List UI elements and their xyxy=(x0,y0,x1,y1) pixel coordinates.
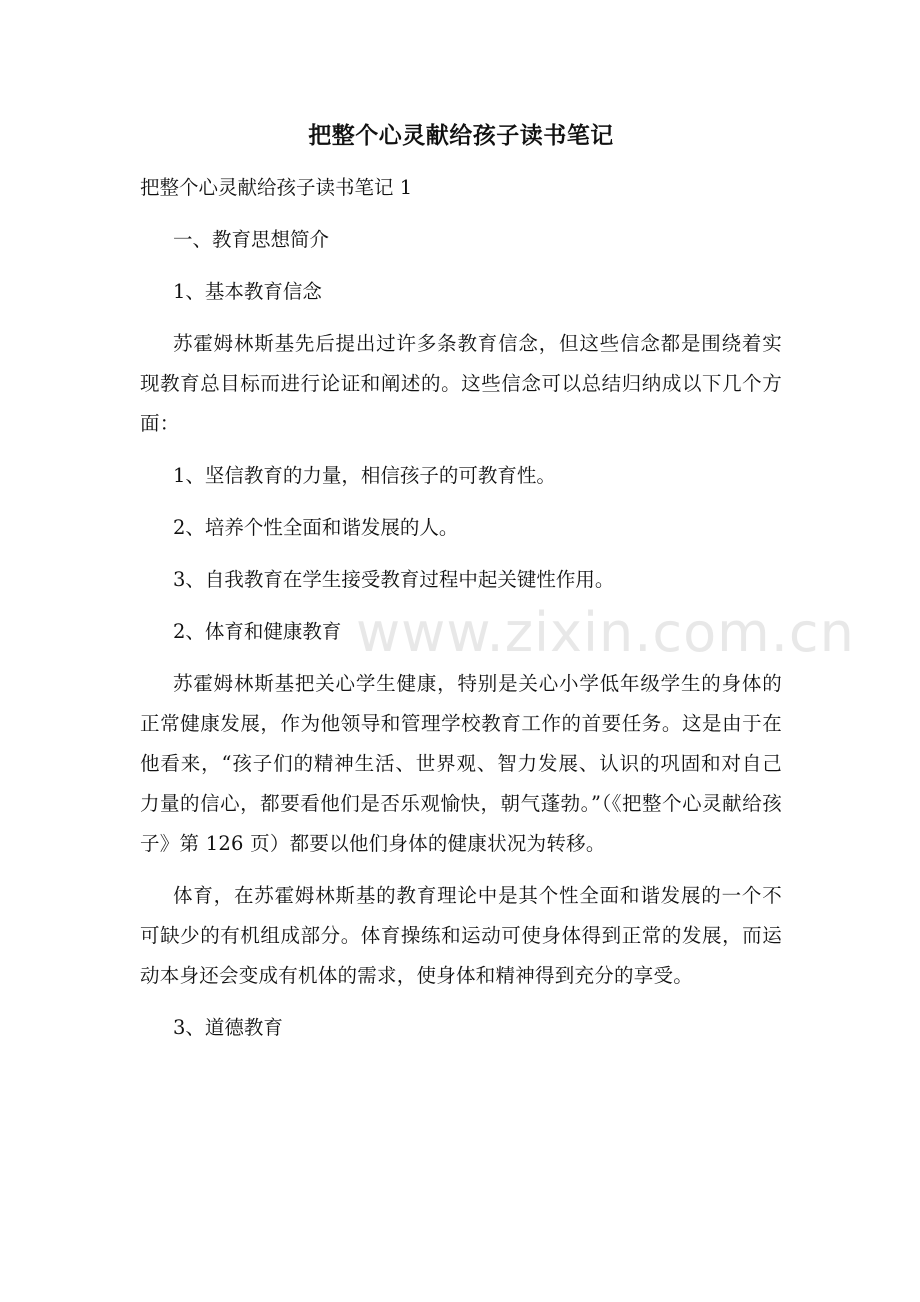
paragraph-3: 体育，在苏霍姆林斯基的教育理论中是其个性全面和谐发展的一个不可缺少的有机组成部分。体育操练和运动可使身体得到正常的发展，而运动本身还会变成有机体的需求，使身体和精神得到充分的享受。 xyxy=(140,884,782,987)
section-heading-1: 一、教育思想简介 xyxy=(173,228,330,251)
belief-item-2: 2、培养个性全面和谐发展的人。 xyxy=(173,516,459,539)
belief-item-1: 1、坚信教育的力量，相信孩子的可教育性。 xyxy=(173,464,556,487)
subsection-heading-2: 2、体育和健康教育 xyxy=(173,620,342,643)
paragraph-1: 苏霍姆林斯基先后提出过许多条教育信念，但这些信念都是围绕着实现教育总目标而进行论证和阐述的。这些信念可以总结归纳成以下几个方面： xyxy=(140,332,782,435)
subsection-heading-3: 3、道德教育 xyxy=(173,1016,283,1039)
document-subtitle: 把整个心灵献给孩子读书笔记 1 xyxy=(140,176,413,199)
watermark: www.zixin.com.cn xyxy=(356,601,855,664)
paragraph-2: 苏霍姆林斯基把关心学生健康，特别是关心小学低年级学生的身体的正常健康发展，作为他领导和管理学校教育工作的首要任务。这是由于在他看来，“孩子们的精神生活、世界观、智力发展、认识的巩固和对自己力量的信心，都要看他们是否乐观愉快，朝气蓬勃。”（《把整个心灵献给孩子》第 126 页）都要以他们身体的健康状况为转移。 xyxy=(140,672,782,855)
subsection-heading-1: 1、基本教育信念 xyxy=(173,280,322,303)
document-content xyxy=(140,116,855,1060)
document-title: 把整个心灵献给孩子读书笔记 xyxy=(308,122,614,149)
belief-item-3: 3、自我教育在学生接受教育过程中起关键性作用。 xyxy=(173,568,615,591)
